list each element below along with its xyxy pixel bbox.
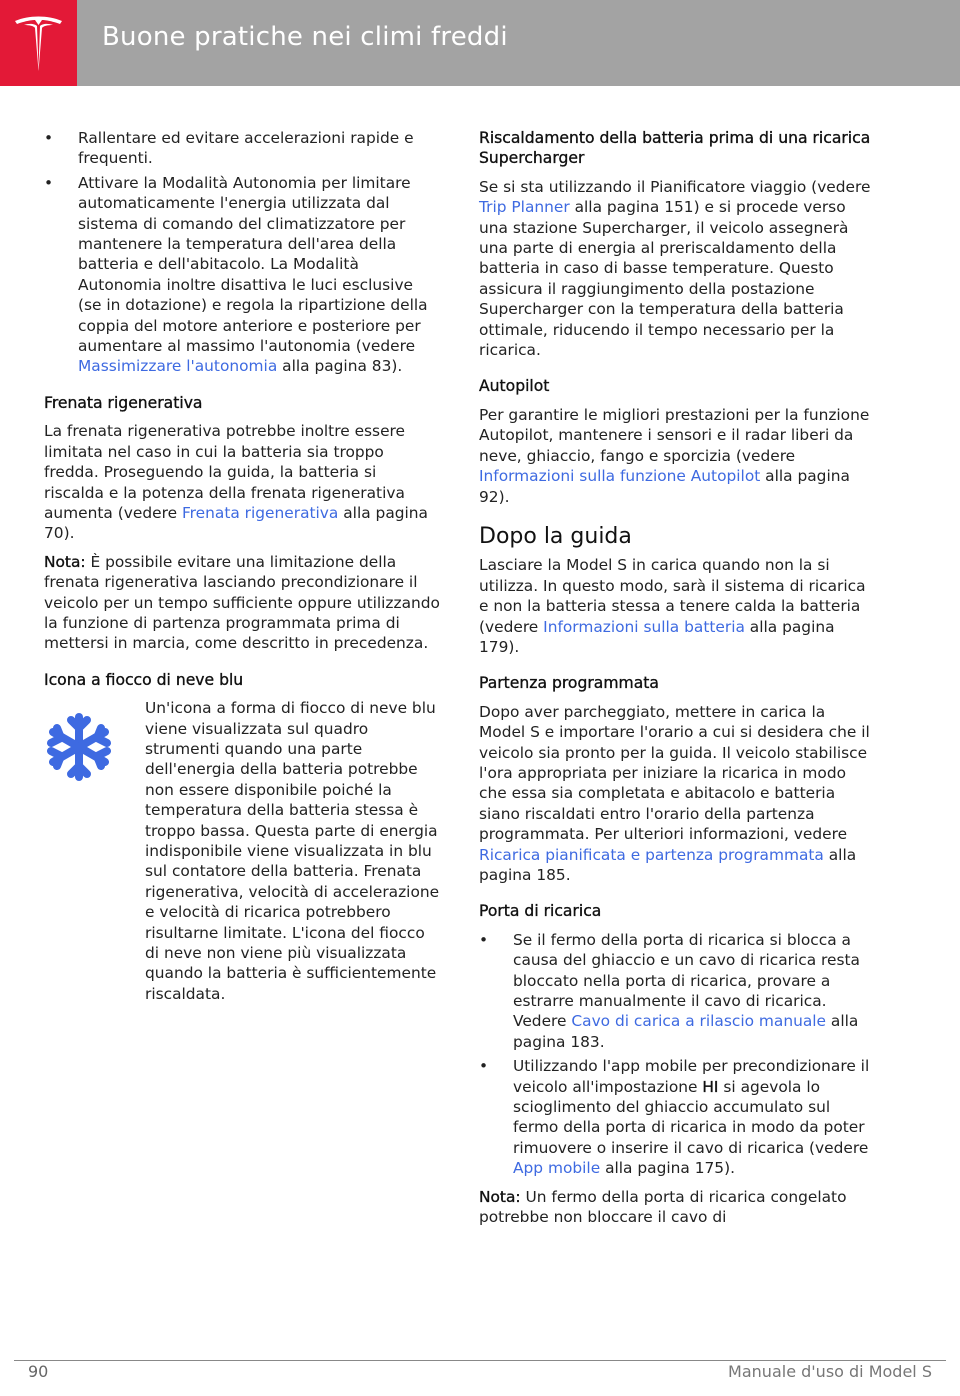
paragraph-text: Per garantire le migliori prestazioni per la funzione Autopilot, mantenere i sensori e il radar liberi da neve, ghiaccio, fango e sporcizia (vedere (479, 405, 870, 465)
paragraph-text: alla pagina 151) e si procede verso una stazione Supercharger, il veicolo assegnerà una parte di energia al preriscaldamento della batteria in caso di basse temperature. Questo assicura il raggiungimento della postazione Supercharger con la temperatura della batteria ottimale, riducendo il tempo necessario per la ricarica. (479, 198, 849, 360)
link-app-mobile[interactable]: App mobile (513, 1159, 601, 1178)
note-text: È possibile evitare una limitazione della frenata rigenerativa lasciando precondizionare il veicolo per un tempo sufficiente oppure utilizzando la funzione di partenza programmata prima di mettersi in marcia, come descritto in precedenza. (44, 552, 440, 653)
paragraph-text: alla pagina 179). (479, 617, 835, 656)
heading-porta-di-ricarica: Porta di ricarica (479, 902, 602, 921)
bullet-text: alla pagina 83). (277, 357, 403, 376)
paragraph (479, 702, 874, 886)
bullet-text: Rallentare ed evitare accelerazioni rapide e frequenti. (78, 129, 414, 168)
heading-autopilot: Autopilot (479, 377, 550, 396)
paragraph (479, 177, 874, 361)
snowflake-icon (44, 698, 145, 1004)
paragraph-text: alla pagina 92). (479, 467, 850, 506)
paragraph-text: Se si sta utilizzando il Pianificatore viaggio (vedere (479, 177, 871, 196)
list-item (44, 173, 440, 377)
note (479, 1187, 874, 1228)
tips-list (44, 128, 440, 377)
list-item (44, 128, 440, 169)
tesla-logo-icon (13, 15, 64, 71)
heading-icona-fiocco-neve: Icona a fiocco di neve blu (44, 670, 244, 689)
note-label: Nota: (44, 552, 86, 571)
paragraph (479, 555, 874, 657)
list-item (479, 1056, 874, 1178)
footer-divider (14, 1360, 946, 1361)
snowflake-section (44, 698, 440, 1004)
paragraph-text: alla pagina 185. (479, 845, 857, 884)
page-number: 90 (28, 1362, 49, 1381)
link-informazioni-autopilot[interactable]: Informazioni sulla funzione Autopilot (479, 467, 761, 486)
link-trip-planner[interactable]: Trip Planner (479, 198, 570, 217)
bullet-text: alla pagina 183. (513, 1012, 859, 1051)
hi-setting: HI (702, 1077, 719, 1096)
page-header (0, 0, 960, 86)
link-ricarica-pianificata[interactable]: Ricarica pianificata e partenza programmata (479, 845, 824, 864)
paragraph-text: Dopo aver parcheggiato, mettere in carica la Model S e importare l'orario a cui si desidera che il veicolo sia pronto per la guida. Il veicolo stabilisce l'ora appropriata per iniziare la ricarica in modo che essa sia completata e abitacolo e batteria siano riscaldati entro l'orario della partenza programmata. Per ulteriori informazioni, vedere (479, 702, 870, 844)
page-title: Buone pratiche nei climi freddi (102, 22, 508, 52)
heading-dopo-la-guida: Dopo la guida (479, 523, 632, 549)
note-label: Nota: (479, 1187, 521, 1206)
bullet-text: Attivare la Modalità Autonomia per limitare automaticamente l'energia utilizzata dal sistema di comando del climatizzatore per mantenere la temperatura dell'area della batteria e dell'abitacolo. La Modalità Autonomia inoltre disattiva le luci esclusive (se in dotazione) e regola la ripartizione della coppia del motore anteriore e posteriore per aumentare al massimo l'autonomia (vedere (78, 173, 428, 356)
link-massimizzare-autonomia[interactable]: Massimizzare l'autonomia (78, 357, 278, 376)
paragraph (479, 405, 874, 507)
note-text: Un fermo della porta di ricarica congelato potrebbe non bloccare il cavo di (479, 1187, 847, 1227)
bullet-text: Utilizzando l'app mobile per precondizionare il veicolo all'impostazione (513, 1057, 870, 1096)
link-frenata-rigenerativa[interactable]: Frenata rigenerativa (181, 503, 339, 522)
paragraph-text: alla pagina 70). (44, 503, 428, 543)
paragraph-text: Lasciare la Model S in carica quando non la si utilizza. In questo modo, sarà il sistema di ricarica e non la batteria stessa a tenere calda la batteria (vedere (479, 556, 866, 636)
link-cavo-rilascio-manuale[interactable]: Cavo di carica a rilascio manuale (571, 1012, 827, 1031)
manual-title: Manuale d'uso di Model S (728, 1362, 932, 1381)
tesla-logo (0, 0, 77, 86)
heading-partenza-programmata: Partenza programmata (479, 674, 659, 693)
bullet-text: si agevola lo scioglimento del ghiaccio accumulato sul fermo della porta di ricarica in modo da poter rimuovere o inserire il cavo di ricarica (vedere (513, 1077, 869, 1157)
right-column (479, 128, 874, 1236)
left-column (44, 128, 440, 1004)
port-list (479, 930, 874, 1179)
heading-riscaldamento-supercharger: Riscaldamento della batteria prima di una ricarica Supercharger (479, 129, 871, 168)
heading-frenata-rigenerativa: Frenata rigenerativa (44, 393, 203, 412)
snowflake-description: Un'icona a forma di fiocco di neve blu viene visualizzata sul quadro strumenti quando una parte dell'energia della batteria potrebbe non essere disponibile poiché la temperatura della batteria stessa è troppo bassa. Questa parte di energia indisponibile viene visualizzata in blu sul contatore della batteria. Frenata rigenerativa, velocità di accelerazione e velocità di ricarica potrebbero risultarne limitate. L'icona del fiocco di neve non viene più visualizzata quando la batteria è sufficientemente riscaldata. (145, 699, 440, 1003)
list-item (479, 930, 874, 1052)
paragraph-text: La frenata rigenerativa potrebbe inoltre essere limitata nel caso in cui la batteria sia troppo fredda. Proseguendo la guida, la batteria si riscalda e la potenza della frenata rigenerativa aumenta (vedere (44, 422, 406, 522)
note (44, 552, 440, 654)
paragraph (44, 421, 440, 543)
bullet-text: Se il fermo della porta di ricarica si blocca a causa del ghiaccio e un cavo di ricarica resta bloccato nella porta di ricarica, provare a estrarre manualmente il cavo di ricarica. Vedere (513, 930, 860, 1031)
link-informazioni-batteria[interactable]: Informazioni sulla batteria (543, 617, 745, 636)
bullet-text: alla pagina 175). (600, 1159, 735, 1178)
